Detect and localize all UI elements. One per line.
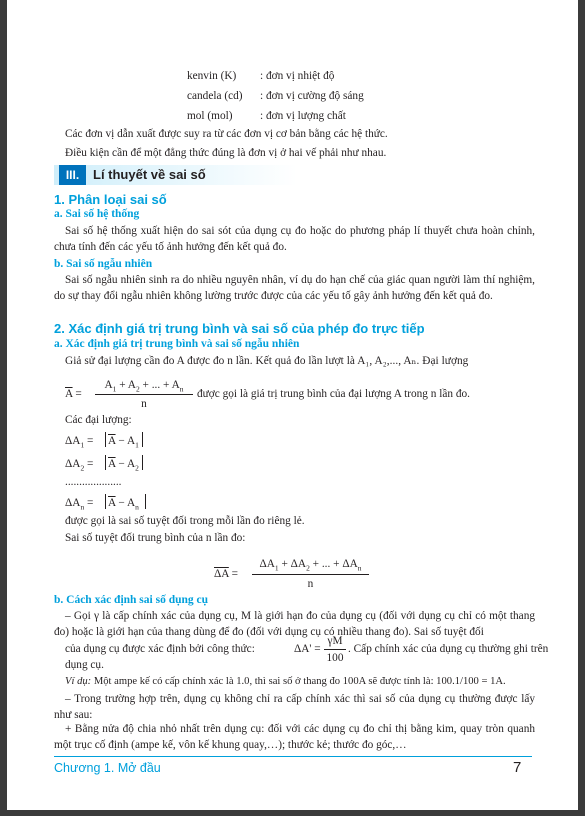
page-number: 7 — [513, 759, 522, 776]
ellipsis-line: .................... — [65, 476, 122, 488]
unit-name-mol: mol (mol) — [187, 110, 233, 122]
unit-desc-kelvin: : đơn vị nhiệt độ — [260, 70, 335, 82]
unit-name-candela: candela (cd) — [187, 90, 243, 102]
heading-2: 2. Xác định giá trị trung bình và sai số của phép đo trực tiếp — [54, 321, 425, 336]
example-text: Một ampe kế có cấp chính xác là 1.0, thì sai số ở thang đo 100A sẽ được tính là: 100.1/100 = 1A. — [91, 676, 506, 687]
abs-error-description: được gọi là sai số tuyệt đối trong mỗi lần đo riêng lẻ. — [65, 515, 305, 527]
heading-1: 1. Phân loại sai số — [54, 192, 167, 207]
para-instrument-3: dụng cụ. — [65, 659, 104, 671]
para-instrument-2b: . Cấp chính xác của dụng cụ thường ghi trên — [348, 643, 549, 655]
para-mean-intro: Giả sử đại lượng cần đo A được đo n lần. Kết quả đo lần lượt là A₁, A₂,..., Aₙ. Đại lượng — [65, 355, 469, 367]
example-label: Ví dụ: — [65, 676, 92, 687]
heading-a-mean: a. Xác định giá trị trung bình và sai số ngẫu nhiên — [54, 338, 300, 350]
section-title: Lí thuyết về sai số — [93, 167, 206, 182]
quantities-label: Các đại lượng: — [65, 414, 132, 426]
section-number: III. — [59, 165, 86, 185]
para-instrument-4: – Trong trường hợp trên, dụng cụ không chỉ ra cấp chính xác thì sai số của dụng cụ thường được lấy như sau: — [54, 693, 535, 721]
heading-b-instrument: b. Cách xác định sai số dụng cụ — [54, 594, 209, 606]
mean-description: được gọi là giá trị trung bình của đại lượng A trong n lần đo. — [197, 388, 470, 400]
intro-line-2: Điều kiện cần để một đẳng thức đúng là đơn vị ở hai vế phải như nhau. — [65, 147, 387, 159]
heading-b-random: b. Sai số ngẫu nhiên — [54, 258, 153, 270]
para-instrument-2a: của dụng cụ được xác định bởi công thức: — [65, 643, 255, 655]
para-random: Sai số ngẫu nhiên sinh ra do nhiều nguyên nhân, ví dụ do hạn chế của giác quan người làm thí nghiệm, do sự thay đổi ngẫu nhiên không lường trước được của các yếu tố gây ảnh hưởng đến kết quả đo. — [54, 274, 535, 302]
footer-divider — [54, 756, 532, 757]
unit-desc-mol: : đơn vị lượng chất — [260, 110, 346, 122]
example-line — [65, 675, 506, 689]
unit-desc-candela: : đơn vị cường độ sáng — [260, 90, 364, 102]
footer-chapter: Chương 1. Mở đầu — [54, 761, 161, 775]
heading-a-systematic: a. Sai số hệ thống — [54, 208, 140, 220]
unit-name-kelvin: kenvin (K) — [187, 70, 237, 82]
para-instrument-5: + Bằng nửa độ chia nhỏ nhất trên dụng cụ: đối với các dụng cụ đo chỉ thị bằng kim, quay tròn quanh một trục cố định (ampe kế, vôn kế khung quay,…); thước kẻ; thước đo góc,… — [54, 723, 535, 751]
avg-abs-error-label: Sai số tuyệt đối trung bình của n lần đo: — [65, 532, 246, 544]
para-systematic: Sai số hệ thống xuất hiện do sai sót của dụng cụ đo hoặc do phương pháp lí thuyết chưa hoàn chỉnh, chưa tính đến các yếu tố ảnh hưởng đến kết quả đo. — [54, 225, 535, 253]
para-instrument-1: – Gọi γ là cấp chính xác của dụng cụ, M là giới hạn đo của dụng cụ (đối với dụng cụ chỉ có một thang đo) hoặc là giới hạn của thang dùng để đo (đối với dụng cụ có nhiều thang đo). Sai số tuyệt đối — [54, 610, 535, 638]
intro-line-1: Các đơn vị dẫn xuất được suy ra từ các đơn vị cơ bản bằng các hệ thức. — [65, 128, 388, 140]
document-page: kenvin (K) : đơn vị nhiệt độ candela (cd) : đơn vị cường độ sáng mol (mol) : đơn vị lượng chất Các đơn vị dẫn xuất được suy ra từ các đơn vị cơ bản bằng các hệ thức. Điều kiện cần để một đẳng thức đúng là đơn vị ở hai vế phải như nhau. III. Lí thuyết về sai số 1. Phân loại sai số a. Sai số hệ thống Sai số hệ thống xuất hiện do sai sót của dụng cụ đo hoặc do phương pháp lí thuyết chưa hoàn chỉnh, chưa tính đến các yếu tố ảnh hưởng đến kết quả đo. b. Sai số ngẫu nhiên Sai số ngẫu nhiên sinh ra do nhiều nguyên nhân, ví dụ do hạn chế của giác quan người làm thí nghiệm, do sự thay đổi ngẫu nhiên không lường trước được của các yếu tố gây ảnh hưởng đến kết quả đo. 2. Xác định giá trị trung bình và sai số của phép đo trực tiếp a. Xác định giá trị trung bình và sai số ngẫu nhiên Giả sử đại lượng cần đo A được đo n lần. Kết quả đo lần lượt là A₁, A₂,..., Aₙ. Đại lượng $\overline{A}$ = $A_1 + A_2$ + ... + $A_n$ n được gọi là giá trị trung bình của đại lượng A trong n lần đo. Các đại lượng: $\Delta A_1$ = $\overline{A} - A_1$ $\Delta A_2$ = $\overline{A} - A_2$ .................... $\Delta A_n$ = $\overline{A} - A_n$ được gọi là sai số tuyệt đối trong mỗi lần đo riêng lẻ. Sai số tuyệt đối trung bình của n lần đo: $\overline{\Delta A}$ = $\Delta A_1 + \Delta A_2$ + ... + $\Delta A_n$ n b. Cách xác định sai số dụng cụ – Gọi γ là cấp chính xác của dụng cụ, M là giới hạn đo của dụng cụ (đối với dụng cụ chỉ có một thang đo) hoặc là giới hạn của thang dùng để đo (đối với dụng cụ có nhiều thang đo). Sai số tuyệt đối của dụng cụ được xác định bởi công thức: ΔA' = γM 100 . Cấp chính xác của dụng cụ thường ghi trên dụng cụ. Ví dụ: Một ampe kế có cấp chính xác là 1.0, thì sai số ở thang đo 100A sẽ được tính là: 100.1/100 = 1A. – Trong trường hợp trên, dụng cụ không chỉ ra cấp chính xác thì sai số của dụng cụ thường được lấy như sau: + Bằng nửa độ chia nhỏ nhất trên dụng cụ: đối với các dụng cụ đo chỉ thị bằng kim, quay tròn quanh một trục cố định (ampe kế, vôn kế khung quay,…); thước kẻ; thước đo góc,… Chương 1. Mở đầu 7 — [7, 0, 578, 810]
